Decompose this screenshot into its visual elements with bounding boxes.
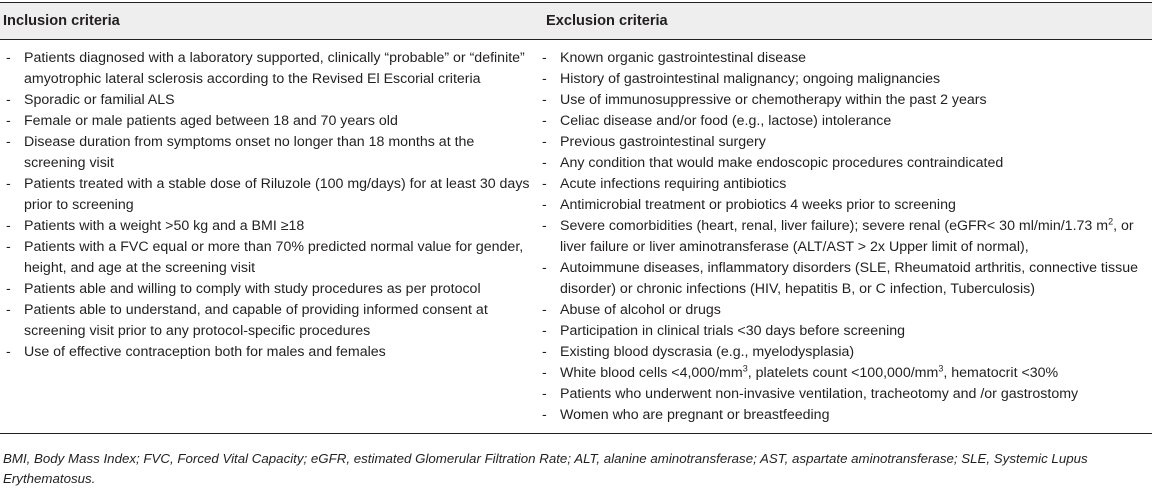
exclusion-item [542,342,1152,363]
inclusion-item [6,216,539,237]
inclusion-item-text: Disease duration from symptoms onset no longer than 18 months at the screening visit [24,134,475,171]
list-bullet: - [6,218,11,234]
inclusion-item-text: Female or male patients aged between 18 and 70 years old [24,113,398,129]
exclusion-item [542,48,1152,69]
list-bullet: - [542,134,547,150]
exclusion-item-text: Acute infections requiring antibiotics [560,176,787,192]
exclusion-item [542,195,1152,216]
exclusion-item [542,258,1152,300]
list-bullet: - [6,281,11,297]
inclusion-item [6,90,539,111]
inclusion-item-text: Use of effective contraception both for males and females [24,344,386,360]
inclusion-item-text: Patients with a FVC equal or more than 70% predicted normal value for gender, height, and age at the screening visit [24,239,524,276]
exclusion-item [542,153,1152,174]
inclusion-item [6,300,539,342]
list-bullet: - [542,323,547,339]
exclusion-item [542,363,1152,384]
list-bullet: - [542,218,547,234]
table-body [0,40,1152,426]
list-bullet: - [6,302,11,318]
list-bullet: - [542,260,547,276]
exclusion-item [542,384,1152,405]
exclusion-item [542,69,1152,90]
exclusion-item-text: White blood cells $<4,000/mm^3$, platelets count $<100,000/mm^3$, hematocrit <30% [560,363,1059,381]
inclusion-item [6,111,539,132]
table-header [0,3,1152,39]
list-bullet: - [542,92,547,108]
inclusion-item-text: Patients able to understand, and capable of providing informed consent at screening visit prior to any protocol-specific procedures [24,302,488,339]
list-bullet: - [542,386,547,402]
inclusion-item [6,132,539,174]
exclusion-item-text: Autoimmune diseases, inflammatory disorders (SLE, Rheumatoid arthritis, connective tissue disorder) or chronic infections (HIV, hepatitis B, or C infection, Tuberculosis) [560,260,1138,297]
exclusion-item-text: Any condition that would make endoscopic procedures contraindicated [560,155,1004,171]
inclusion-item [6,279,539,300]
table-footnote: BMI, Body Mass Index; FVC, Forced Vital Capacity; eGFR, estimated Glomerular Filtration Rate; ALT, alanine aminotransferase; AST, aspartate aminotransferase; SLE, Systemic Lupus Erythematosus. [3,451,1088,486]
list-bullet: - [542,50,547,66]
exclusion-header: Exclusion criteria [546,12,668,29]
exclusion-item-text: Known organic gastrointestinal disease [560,50,807,66]
list-bullet: - [542,71,547,87]
list-bullet: - [6,113,11,129]
inclusion-item-text: Patients diagnosed with a laboratory supported, clinically “probable” or “definite” amyotrophic lateral sclerosis according to the Revised El Escorial criteria [24,50,525,87]
inclusion-item-text: Patients treated with a stable dose of Riluzole (100 mg/days) for at least 30 days prior to screening [24,176,530,213]
list-bullet: - [6,239,11,255]
exclusion-item-text: Severe comorbidities (heart, renal, liver failure); severe renal (eGFR< 30 ml/min/1.73 $m^2$, or liver failure or liver aminotransferase (ALT/AST > 2x Upper limit of normal), [560,216,1134,255]
exclusion-item-text: Participation in clinical trials <30 days before screening [560,323,906,339]
inclusion-item [6,48,539,90]
exclusion-item-text: Use of immunosuppressive or chemotherapy within the past 2 years [560,92,987,108]
exclusion-item [542,405,1152,426]
list-bullet: - [542,197,547,213]
exclusion-item-text: Women who are pregnant or breastfeeding [560,407,830,423]
inclusion-item [6,174,539,216]
list-bullet: - [542,407,547,423]
list-bullet: - [542,176,547,192]
exclusion-item-text: Abuse of alcohol or drugs [560,302,721,318]
list-bullet: - [542,302,547,318]
inclusion-item-text: Patients with a weight >50 kg and a BMI ≥18 [24,218,305,234]
exclusion-item-text: Celiac disease and/or food (e.g., lactose) intolerance [560,113,892,129]
exclusion-item [542,216,1152,258]
list-bullet: - [6,176,11,192]
list-bullet: - [6,134,11,150]
list-bullet: - [542,113,547,129]
inclusion-item [6,342,539,363]
exclusion-item [542,300,1152,321]
exclusion-item [542,90,1152,111]
inclusion-item-text: Sporadic or familial ALS [24,92,175,108]
inclusion-item-text: Patients able and willing to comply with study procedures as per protocol [24,281,481,297]
inclusion-list [0,48,539,426]
list-bullet: - [6,92,11,108]
list-bullet: - [6,50,11,66]
exclusion-item-text: Previous gastrointestinal surgery [560,134,766,150]
exclusion-item-text: Patients who underwent non-invasive ventilation, tracheotomy and /or gastrostomy [560,386,1079,402]
exclusion-item [542,174,1152,195]
inclusion-header: Inclusion criteria [3,12,120,29]
list-bullet: - [542,344,547,360]
exclusion-item [542,132,1152,153]
exclusion-item [542,321,1152,342]
list-bullet: - [542,365,547,381]
list-bullet: - [542,155,547,171]
exclusion-item-text: Existing blood dyscrasia (e.g., myelodysplasia) [560,344,855,360]
exclusion-item [542,111,1152,132]
exclusion-item-text: Antimicrobial treatment or probiotics 4 weeks prior to screening [560,197,956,213]
inclusion-item [6,237,539,279]
list-bullet: - [6,344,11,360]
exclusion-list [542,48,1152,426]
exclusion-item-text: History of gastrointestinal malignancy; ongoing malignancies [560,71,941,87]
